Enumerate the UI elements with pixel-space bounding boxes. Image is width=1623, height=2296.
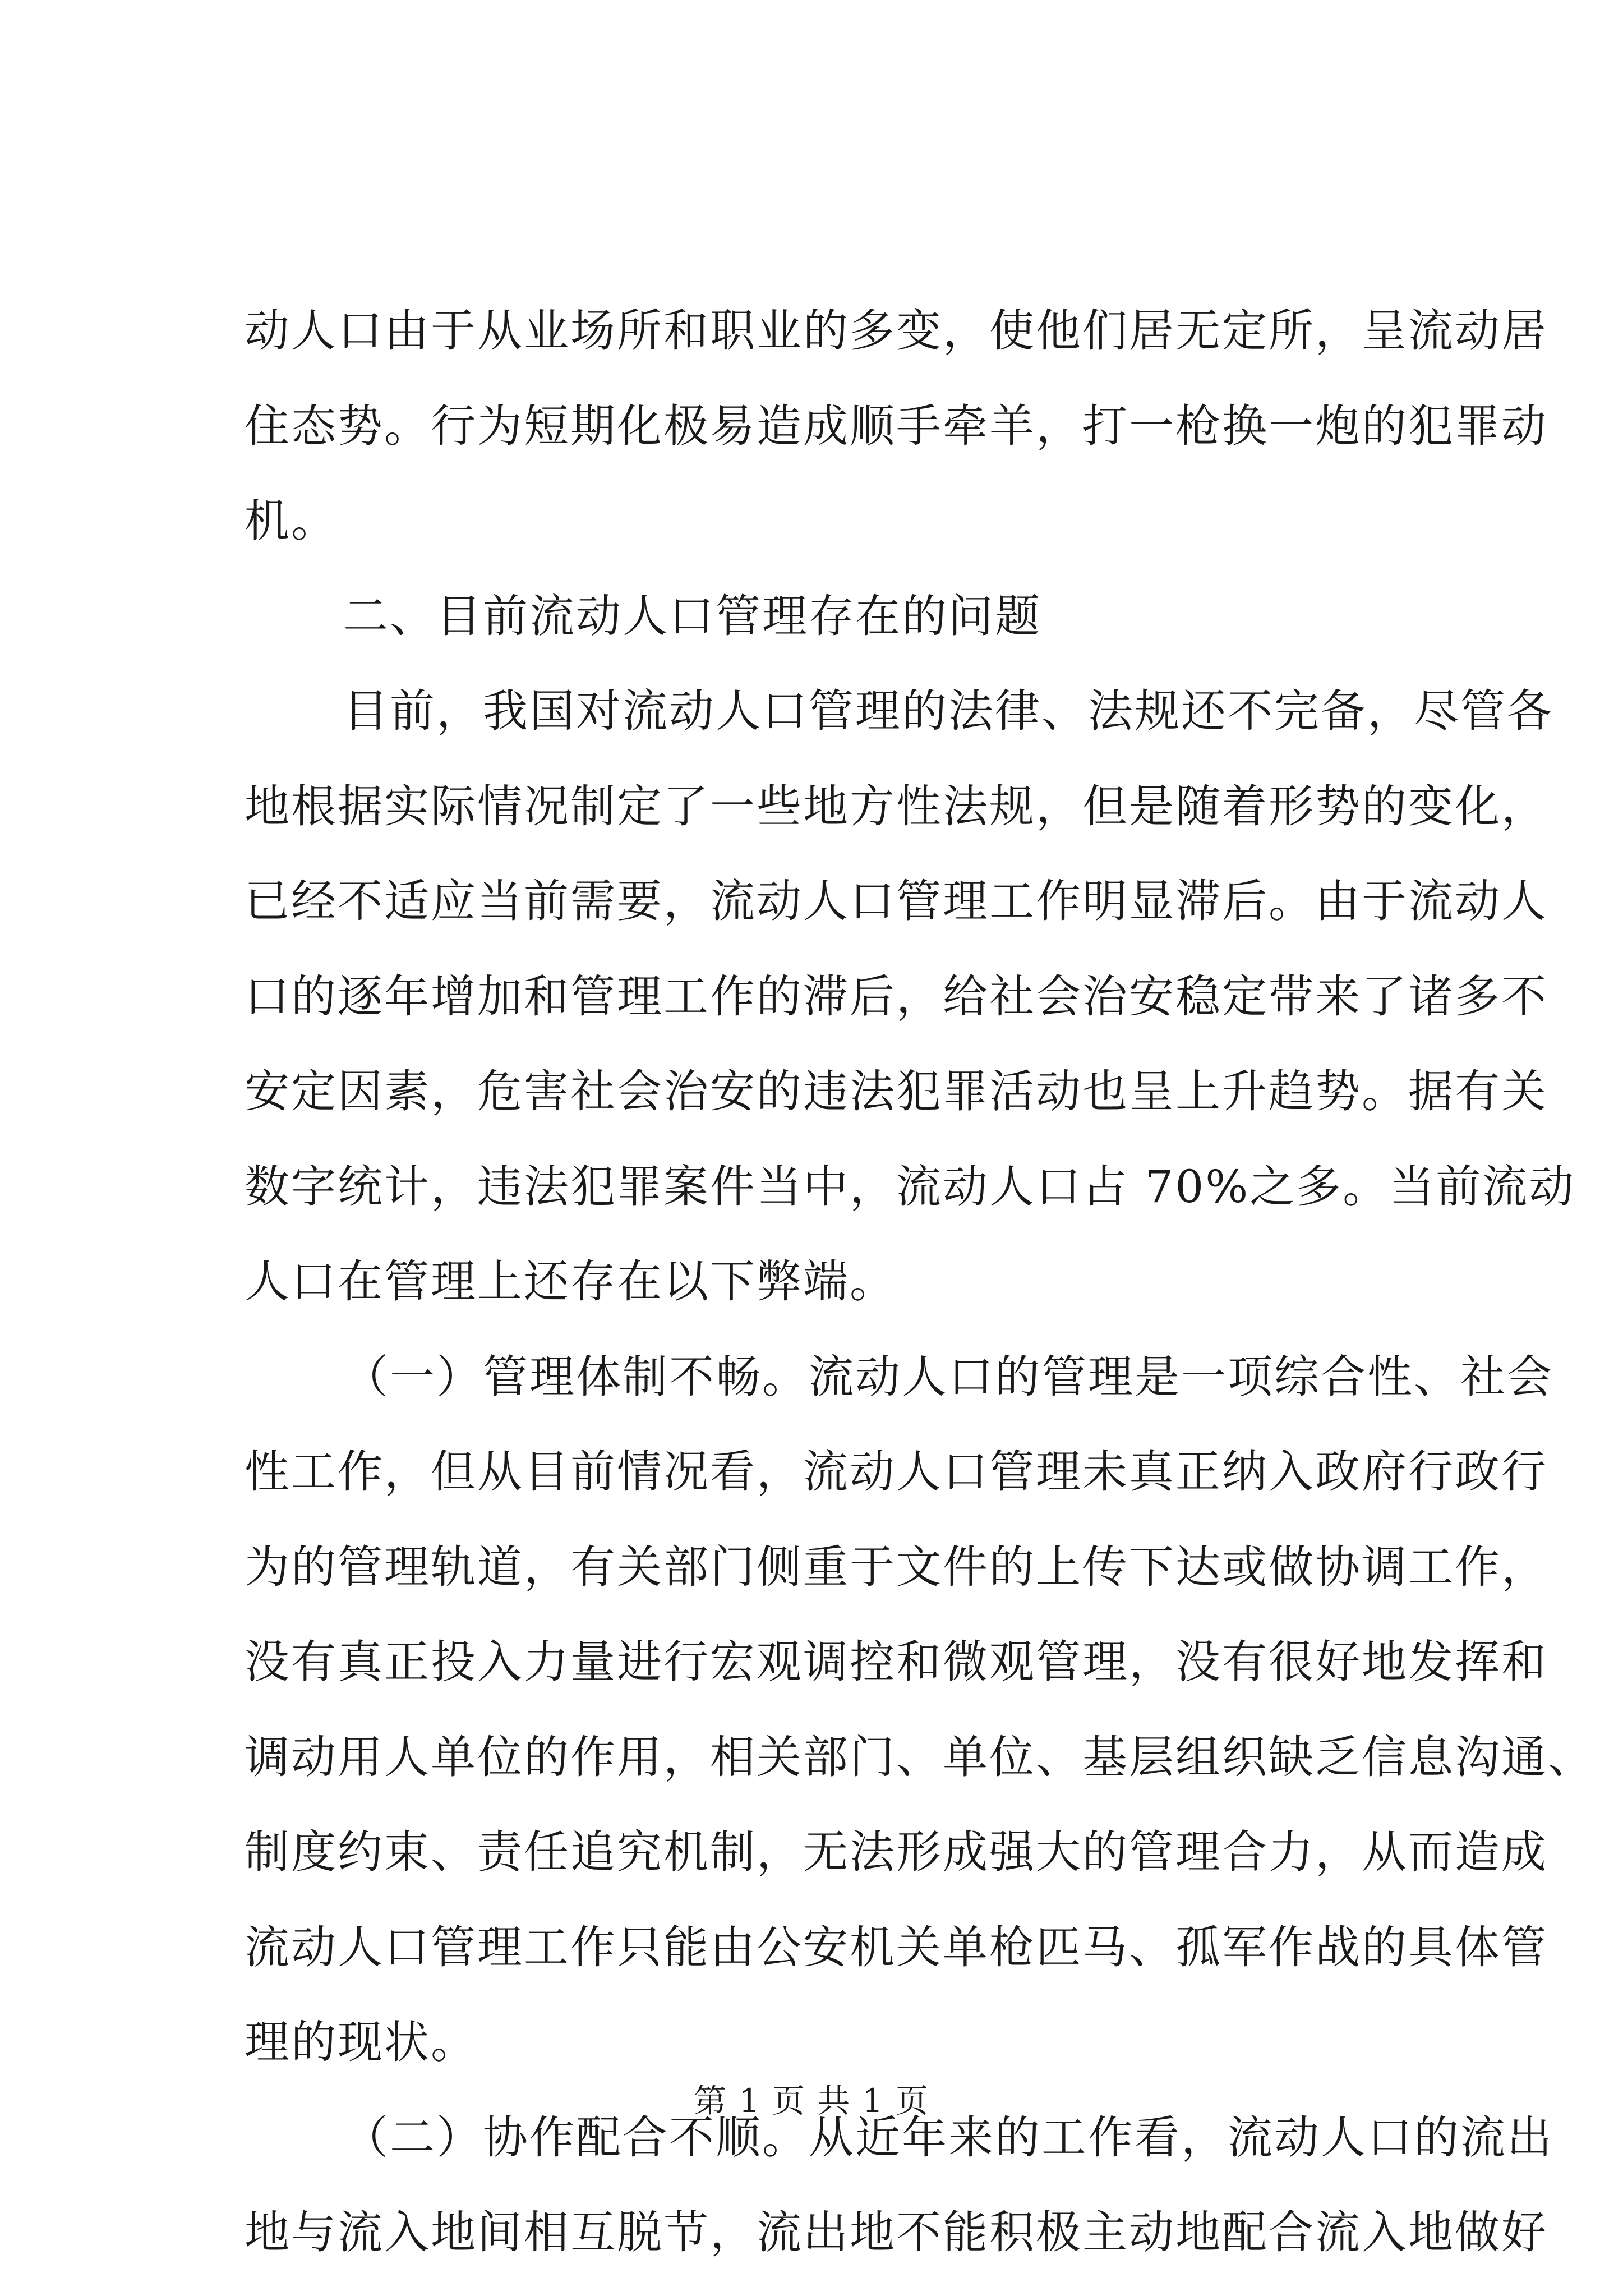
text-line: （二）协作配合不顺。从近年来的工作看，流动人口的流出 [343, 2111, 1553, 2164]
text-line: 地与流入地间相互脱节，流出地不能积极主动地配合流入地做好 [245, 2206, 1548, 2258]
text-line: 理的现状。 [245, 2016, 477, 2068]
text-line: 调动用人单位的作用，相关部门、单位、基层组织缺乏信息沟通、 [245, 1731, 1594, 1783]
document-body [245, 283, 1594, 2280]
page-number-label: 第 1 页 共 1 页 [694, 2082, 929, 2120]
text-line: 口的逐年增加和管理工作的滞后，给社会治安稳定带来了诸多不 [245, 970, 1548, 1023]
paragraph-current-problems [245, 664, 1576, 1329]
text-line: 动人口由于从业场所和职业的多变，使他们居无定所，呈流动居 [245, 305, 1548, 357]
paragraph-continuation [245, 283, 1548, 569]
text-line: 为的管理轨道，有关部门侧重于文件的上传下达或做协调工作， [245, 1540, 1548, 1593]
text-line: 目前，我国对流动人口管理的法律、法规还不完备，尽管各 [343, 685, 1553, 737]
text-line: 已经不适应当前需要，流动人口管理工作明显滞后。由于流动人 [245, 875, 1548, 927]
text-line: 住态势。行为短期化极易造成顺手牵羊，打一枪换一炮的犯罪动 [245, 399, 1548, 452]
text-line: 制度约束、责任追究机制，无法形成强大的管理合力，从而造成 [245, 1826, 1548, 1878]
text-line: 安定因素，危害社会治安的违法犯罪活动也呈上升趋势。据有关 [245, 1065, 1548, 1117]
paragraph-management-system [245, 1329, 1594, 2090]
section-heading [245, 569, 1422, 664]
text-line: 机。 [245, 495, 338, 547]
heading-text: 二、目前流动人口管理存在的问题 [343, 590, 1041, 642]
text-line: 没有真正投入力量进行宏观调控和微观管理，没有很好地发挥和 [245, 1636, 1548, 1688]
text-line: 性工作，但从目前情况看，流动人口管理未真正纳入政府行政行 [245, 1446, 1548, 1498]
text-line: 数字统计，违法犯罪案件当中，流动人口占 70%之多。当前流动 [245, 1160, 1576, 1213]
text-line: （一）管理体制不畅。流动人口的管理是一项综合性、社会 [343, 1350, 1553, 1403]
page-footer [0, 2078, 1623, 2123]
text-line: 人口在管理上还存在以下弊端。 [245, 1255, 896, 1308]
text-line: 地根据实际情况制定了一些地方性法规，但是随着形势的变化， [245, 780, 1548, 832]
text-line: 流动人口管理工作只能由公安机关单枪匹马、孤军作战的具体管 [245, 1921, 1548, 1973]
